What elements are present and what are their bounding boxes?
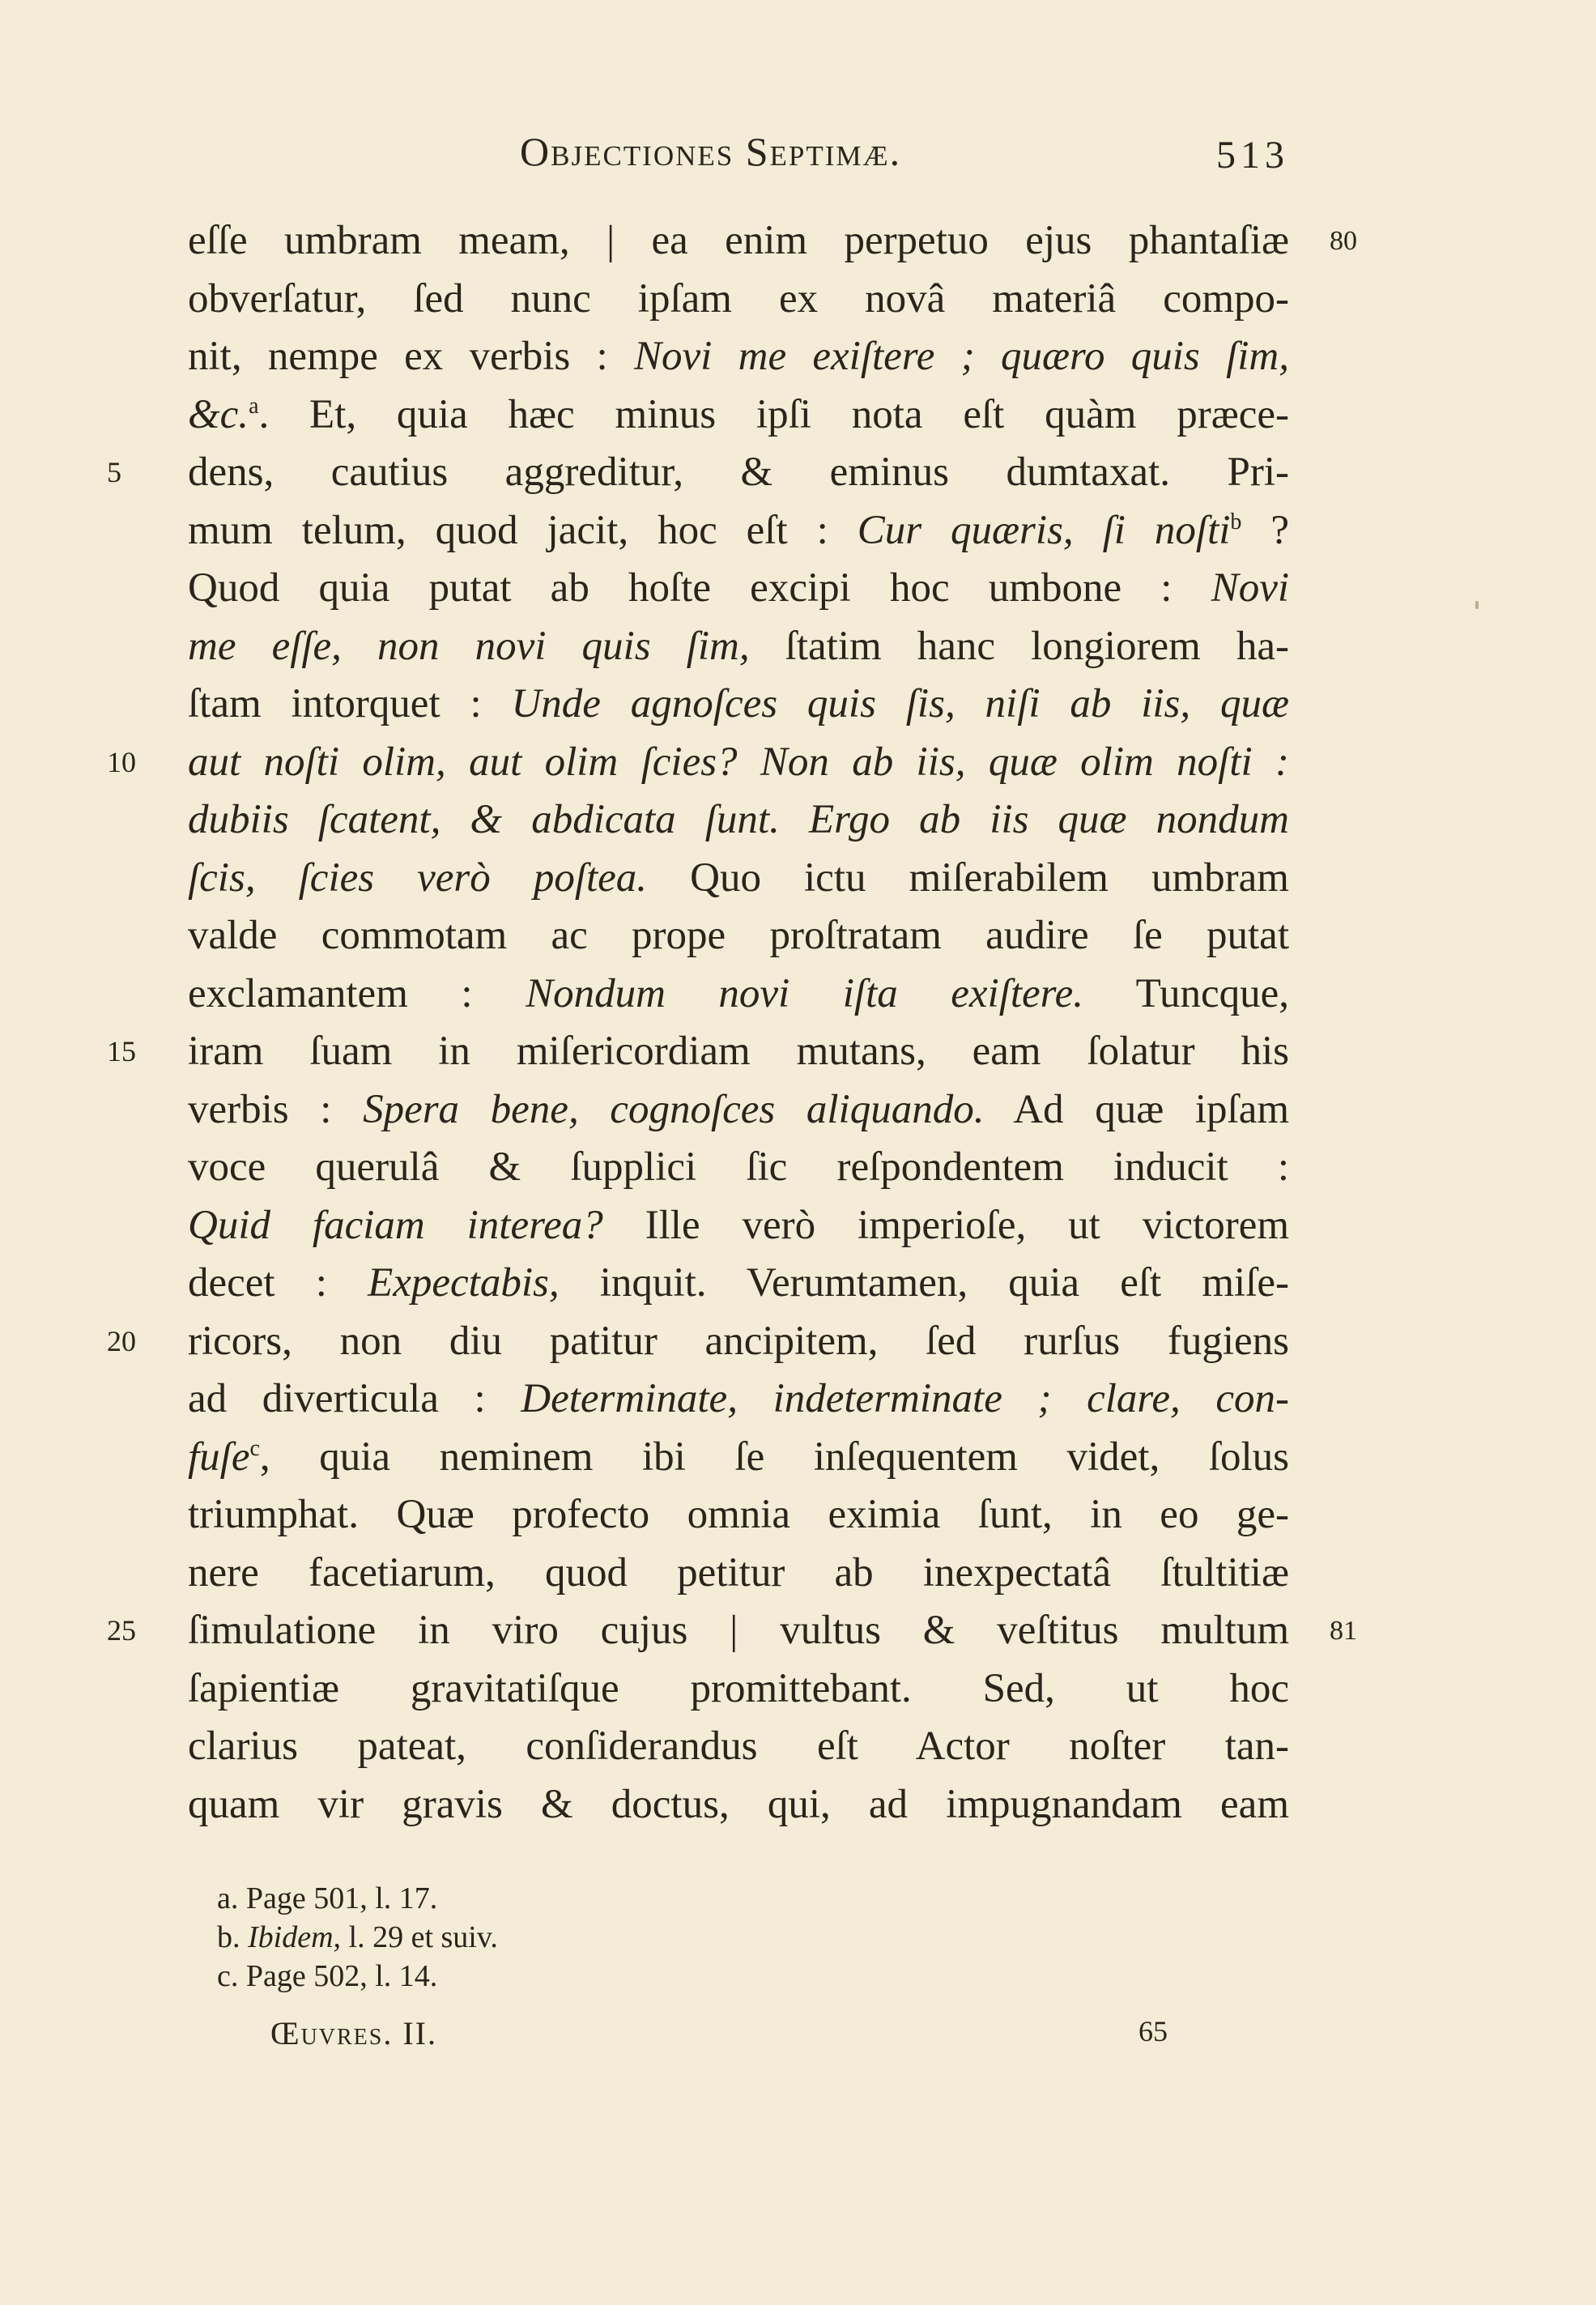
footnote <box>217 1879 865 1918</box>
running-head <box>188 128 1289 185</box>
page-number: 513 <box>1216 134 1289 177</box>
text-line <box>188 965 1289 1024</box>
text-line <box>188 1660 1289 1719</box>
italic-text: Cur quæris, ſi noſti <box>857 507 1231 553</box>
text-line <box>188 618 1289 676</box>
italic-text: Expectabis, <box>368 1260 560 1306</box>
line-number: 25 <box>107 1614 136 1647</box>
main-text-block <box>107 212 1357 1834</box>
line-number: 15 <box>107 1035 136 1067</box>
text-line <box>188 1370 1289 1429</box>
text-line <box>107 1313 1289 1371</box>
text-line <box>188 560 1289 618</box>
italic-text: aut noſti olim, aut olim ſcies? Non ab iis, quæ olim noſti : <box>188 739 1289 785</box>
text-run: verbis : <box>188 1086 364 1132</box>
text-line <box>188 1429 1289 1487</box>
margin-page-reference: 80 <box>1330 226 1357 256</box>
text-line <box>188 1197 1289 1255</box>
line-number: 5 <box>107 456 121 488</box>
text-run: ſtam intorquet : <box>188 681 512 726</box>
text-line <box>188 212 1357 271</box>
text-line <box>188 791 1289 850</box>
italic-text: Spera bene, cognoſces aliquando. <box>363 1086 985 1132</box>
paper-speck <box>1475 601 1479 609</box>
footnotes <box>217 1879 865 1996</box>
italic-text: &c. <box>188 391 249 437</box>
text-line <box>107 1602 1357 1660</box>
text-run: nere facetiarum, quod petitur ab inexpectatâ ſtultitiæ <box>188 1549 1289 1596</box>
text-line <box>107 734 1289 792</box>
footnote <box>217 1918 865 1957</box>
text-run: exclamantem : <box>188 970 526 1016</box>
running-title: Objectiones Septimæ. <box>520 129 902 174</box>
text-run: Ille verò imperioſe, ut victorem <box>602 1202 1290 1248</box>
text-line <box>107 1023 1289 1081</box>
text-run: ſimulatione in viro cujus | vultus & veſtitus multum <box>188 1608 1289 1653</box>
text-line <box>188 850 1289 908</box>
text-run: mum telum, quod jacit, hoc eſt : <box>188 507 858 553</box>
text-run: c. Page 502, l. 14. <box>217 1959 438 1993</box>
text-run: valde commotam ac prope proſtratam audire ſe putat <box>188 913 1289 958</box>
text-run: quam vir gravis & doctus, qui, ad impugnandam eam <box>188 1781 1289 1827</box>
text-run: ſtatim hanc longiorem ha- <box>749 623 1289 669</box>
italic-text: ſcis, ſcies verò poſtea. <box>188 854 648 901</box>
text-line <box>188 1081 1289 1140</box>
footnote-marker: a <box>249 393 259 419</box>
text-run: iram ſuam in miſericordiam mutans, eam ſolatur his <box>188 1029 1289 1074</box>
text-run: ſapientiæ gravitatiſque promittebant. Sed, ut hoc <box>188 1665 1289 1711</box>
text-run: obverſatur, ſed nunc ipſam ex novâ materiâ compo- <box>188 275 1289 322</box>
italic-text: dubiis ſcatent, & abdicata ſunt. Ergo ab iis quæ nondum <box>188 797 1289 842</box>
text-line <box>107 444 1289 502</box>
text-line <box>188 675 1289 734</box>
text-run: inquit. Verumtamen, quia eſt miſe- <box>559 1260 1290 1306</box>
footnote-marker: b <box>1230 509 1242 535</box>
italic-text: Ibidem, <box>248 1920 342 1954</box>
text-run: triumphat. Quæ profecto omnia eximia ſunt, in eo ge- <box>188 1492 1289 1537</box>
text-run: voce querulâ & ſupplici ſic reſpondentem inducit : <box>188 1144 1289 1190</box>
footnote <box>217 1957 865 1996</box>
line-number: 20 <box>107 1324 136 1357</box>
text-run: dens, cautius aggreditur, & eminus dumtaxat. Pri- <box>188 449 1289 495</box>
text-run: clarius pateat, conſiderandus eſt Actor noſter tan- <box>188 1723 1289 1769</box>
footnote-marker: c <box>249 1435 260 1461</box>
italic-text: Nondum novi iſta exiſtere. <box>526 970 1084 1016</box>
text-line <box>188 1255 1289 1313</box>
text-run: Tuncque, <box>1083 970 1290 1016</box>
italic-text: Unde agnoſces quis ſis, niſi ab iis, quæ <box>511 681 1290 726</box>
signature-number: 65 <box>1138 2015 1168 2047</box>
text-line <box>188 1776 1289 1834</box>
italic-text: Quid faciam interea? <box>188 1202 603 1248</box>
italic-text: fuſe <box>188 1434 250 1480</box>
text-run: decet : <box>188 1260 368 1306</box>
text-line <box>188 1486 1289 1544</box>
text-run: Ad quæ ipſam <box>984 1086 1289 1132</box>
text-run: eſſe umbram meam, | ea enim perpetuo ejus phantaſiæ <box>188 218 1289 263</box>
line-number: 10 <box>107 745 136 778</box>
text-line <box>188 328 1289 386</box>
signature-line <box>270 2014 1177 2055</box>
text-line <box>188 386 1289 445</box>
signature-label: Œuvres. II. <box>270 2015 437 2051</box>
text-run: ad diverticula : <box>188 1376 521 1421</box>
text-line <box>188 907 1289 965</box>
margin-page-reference: 81 <box>1330 1616 1357 1646</box>
text-run: ricors, non diu patitur ancipitem, ſed rurſus fugiens <box>188 1318 1289 1364</box>
italic-text: Novi me exiſtere ; quæro quis ſim, <box>634 334 1290 379</box>
text-run: . Et, quia hæc minus ipſi nota eſt quàm præce- <box>258 391 1289 437</box>
text-run: Quo ictu miſerabilem umbram <box>647 854 1289 901</box>
text-run: , quia neminem ibi ſe inſequentem videt, ſolus <box>259 1434 1289 1480</box>
text-line <box>188 1544 1289 1603</box>
text-run: ? <box>1241 507 1290 553</box>
text-line <box>188 271 1289 329</box>
italic-text: Novi <box>1211 565 1289 611</box>
text-line <box>188 1718 1289 1776</box>
text-run: b. <box>217 1920 248 1954</box>
text-line <box>188 1139 1289 1197</box>
italic-text: Determinate, indeterminate ; clare, con- <box>521 1376 1289 1421</box>
text-run: Quod quia putat ab hoſte excipi hoc umbone : <box>188 565 1211 611</box>
text-run: nit, nempe ex verbis : <box>188 334 634 379</box>
text-run: a. Page 501, l. 17. <box>217 1881 438 1915</box>
text-run: l. 29 et suiv. <box>341 1920 498 1954</box>
text-line <box>188 502 1289 560</box>
italic-text: me eſſe, non novi quis ſim, <box>188 623 750 669</box>
